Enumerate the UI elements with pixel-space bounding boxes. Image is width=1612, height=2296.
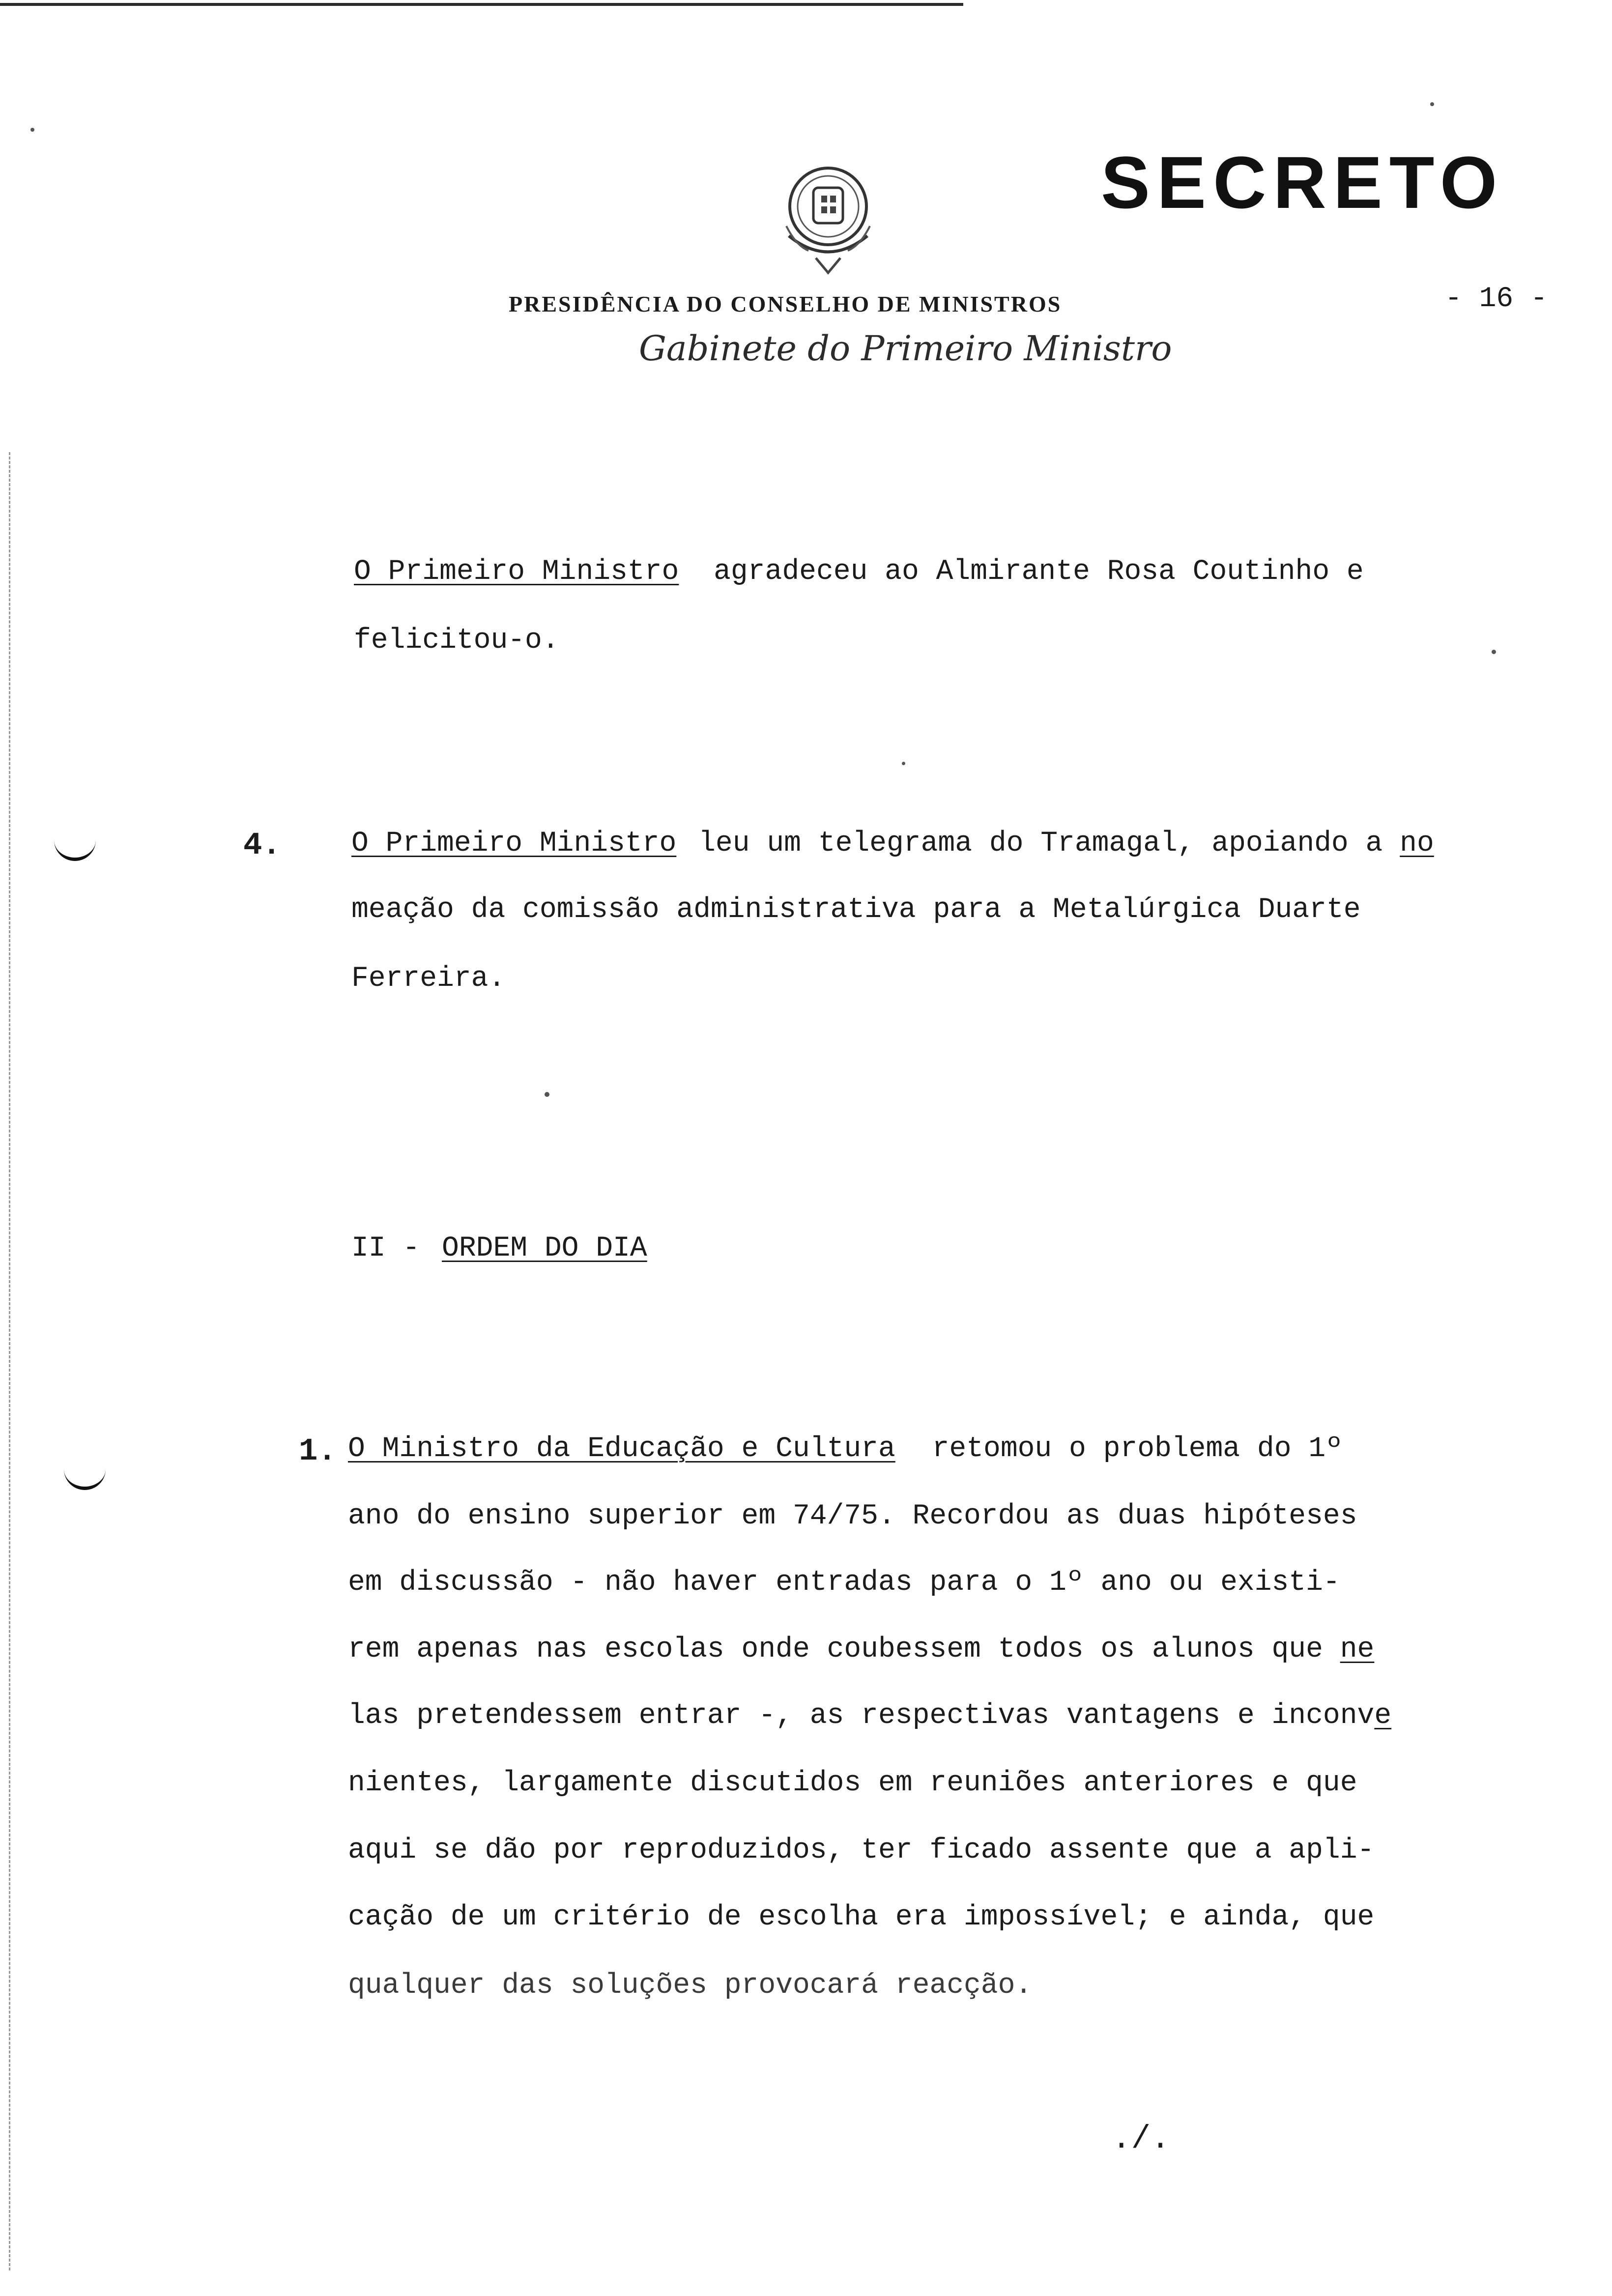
line-text: agradeceu ao Almirante Rosa Coutinho e — [714, 556, 1364, 588]
line-hyphen-part: no — [1400, 828, 1434, 860]
paragraph-line — [354, 558, 1364, 586]
paragraph-line: Ferreira. — [351, 963, 506, 995]
section-heading — [351, 1234, 647, 1263]
speaker-name: O Primeiro Ministro — [351, 828, 677, 860]
paragraph-line: meação da comissão administrativa para a Metalúrgica Duarte — [351, 894, 1361, 926]
scan-speck — [545, 1092, 549, 1097]
paragraph-line: nientes, largamente discutidos em reuniões anteriores e que — [348, 1767, 1357, 1799]
scan-top-border-line — [0, 3, 963, 6]
line-text: leu um telegrama do Tramagal, apoiando a — [698, 828, 1383, 860]
section-title: ORDEM DO DIA — [442, 1233, 647, 1264]
paragraph-line: em discussão - não haver entradas para o 1º ano ou existi- — [348, 1567, 1340, 1599]
line-hyphen-part: ne — [1340, 1634, 1375, 1665]
paragraph-line — [351, 830, 1434, 858]
paragraph-line: felicitou-o. — [354, 625, 559, 657]
speaker-name: O Primeiro Ministro — [354, 556, 679, 588]
paragraph-line: cação de um critério de escolha era impossível; e ainda, que — [348, 1901, 1375, 1933]
secret-stamp: SECRETO — [1101, 141, 1504, 224]
paragraph-line: ano do ensino superior em 74/75. Recordou as duas hipóteses — [348, 1500, 1357, 1532]
line-hyphen-part: e — [1374, 1700, 1392, 1732]
scan-speck — [1430, 102, 1434, 106]
paragraph-line: aqui se dão por reproduzidos, ter ficado assente que a apli- — [348, 1835, 1375, 1866]
section-roman-numeral: II - — [351, 1233, 420, 1264]
letterhead-office: Gabinete do Primeiro Ministro — [639, 328, 1172, 369]
page-number: - 16 - — [1445, 283, 1548, 315]
scan-left-edge-marks — [9, 452, 10, 2270]
margin-tick-mark — [64, 1467, 106, 1490]
line-text: retomou o problema do 1º — [932, 1433, 1343, 1465]
speaker-name: O Ministro da Educação e Cultura — [348, 1433, 895, 1465]
paragraph-line: qualquer das soluções provocará reacção. — [348, 1970, 1033, 2002]
paragraph-line — [348, 1702, 1391, 1730]
line-text: las pretendessem entrar -, as respectivas vantagens e inconv — [348, 1700, 1375, 1732]
continuation-mark: ./. — [1112, 2121, 1170, 2157]
paragraph-line — [348, 1435, 1343, 1464]
item-number: 1. — [299, 1434, 337, 1469]
scan-speck — [30, 128, 34, 132]
margin-tick-mark — [54, 838, 96, 861]
scan-speck — [902, 762, 905, 765]
coat-of-arms-seal-icon — [774, 152, 882, 280]
line-text: rem apenas nas escolas onde coubessem todos os alunos que — [348, 1634, 1323, 1665]
item-number: 4. — [243, 828, 281, 863]
paragraph-line — [348, 1636, 1374, 1664]
scan-speck — [1492, 650, 1496, 654]
letterhead-institution: PRESIDÊNCIA DO CONSELHO DE MINISTROS — [509, 291, 1062, 316]
